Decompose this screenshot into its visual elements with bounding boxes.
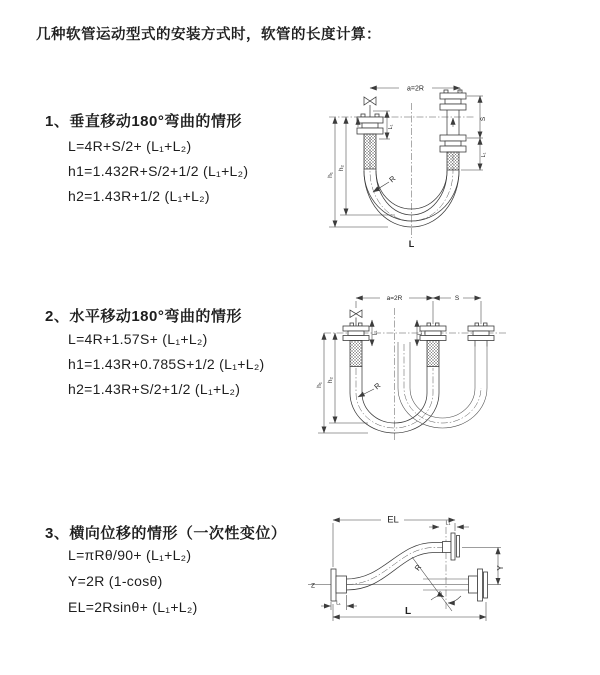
radius-label: R	[372, 380, 383, 392]
section-2-heading	[45, 305, 242, 326]
section-3-heading	[45, 522, 286, 543]
section-2-formula-L: L=4R+1.57S+ (L₁+L₂)	[68, 331, 208, 347]
dimension-lines	[318, 295, 481, 433]
valve-icon	[364, 97, 376, 105]
section-2-formula-h1: h1=1.43R+0.785S+1/2 (L₁+L₂)	[68, 356, 265, 372]
centerline-z-mark: Z	[311, 582, 315, 590]
dim-label-h2: h₂	[327, 376, 334, 384]
diagram-horizontal-180-bend	[310, 288, 600, 458]
radius-label: R	[387, 173, 398, 185]
section-1-heading	[45, 110, 242, 131]
dim-label-l1-bottom: L₁	[336, 600, 341, 607]
section-3-number: 3、	[45, 525, 70, 542]
dim-label-l1-top: L₁	[445, 520, 451, 527]
dim-label-l: L	[404, 606, 412, 617]
section-2-title: 水平移动180°弯曲的情形	[69, 308, 242, 325]
dim-label-h1: h₁	[327, 172, 334, 178]
section-3-formula-L: L=πRθ/90+ (L₁+L₂)	[68, 547, 192, 563]
radius-label: R	[412, 562, 424, 573]
section-3-title: 横向位移的情形（一次性变位）	[69, 525, 287, 542]
section-1-number: 1、	[45, 113, 70, 130]
section-1-formula-h2: h2=1.43R+1/2 (L₁+L₂)	[68, 188, 210, 204]
section-1-formula-L: L=4R+S/2+ (L₁+L₂)	[68, 138, 192, 154]
dim-label-s: S	[454, 295, 460, 303]
hose-drawing	[343, 310, 494, 433]
dim-label-h2: h₂	[338, 164, 345, 172]
dim-label-s: S	[480, 116, 487, 122]
section-1-title: 垂直移动180°弯曲的情形	[69, 113, 242, 130]
diagram-vertical-180-bend	[313, 75, 593, 260]
section-1-formula-h1: h1=1.432R+S/2+1/2 (L₁+L₂)	[68, 163, 249, 179]
length-label: L	[408, 239, 415, 249]
section-3-formula-EL: EL=2Rsinθ+ (L₁+L₂)	[68, 599, 198, 615]
dim-label-l1-right: L₁	[481, 152, 487, 158]
dim-label-y: Y	[496, 565, 505, 571]
diagram-lateral-displacement	[300, 505, 600, 645]
section-2-formula-h2: h2=1.43R+S/2+1/2 (L₁+L₂)	[68, 381, 241, 397]
dimension-lines	[321, 514, 501, 621]
dim-label-a2r: a=2R	[407, 85, 424, 93]
dim-label-l1-left: L₁	[372, 330, 379, 336]
dim-label-l1-left: L₁	[388, 124, 394, 130]
section-3-formula-Y: Y=2R (1-cosθ)	[68, 573, 163, 589]
dim-label-l1-mid: L₁	[417, 330, 424, 336]
dim-label-h1: h₁	[316, 382, 323, 388]
dim-label-el: EL	[387, 514, 399, 526]
page-title: 几种软管运动型式的安装方式时，软管的长度计算：	[36, 27, 381, 43]
section-2-number: 2、	[45, 308, 70, 325]
dim-label-a2r: a=2R	[386, 295, 403, 303]
angle-theta-label: θ	[438, 591, 442, 598]
hose-drawing	[331, 533, 488, 611]
valve-icon	[350, 310, 362, 318]
